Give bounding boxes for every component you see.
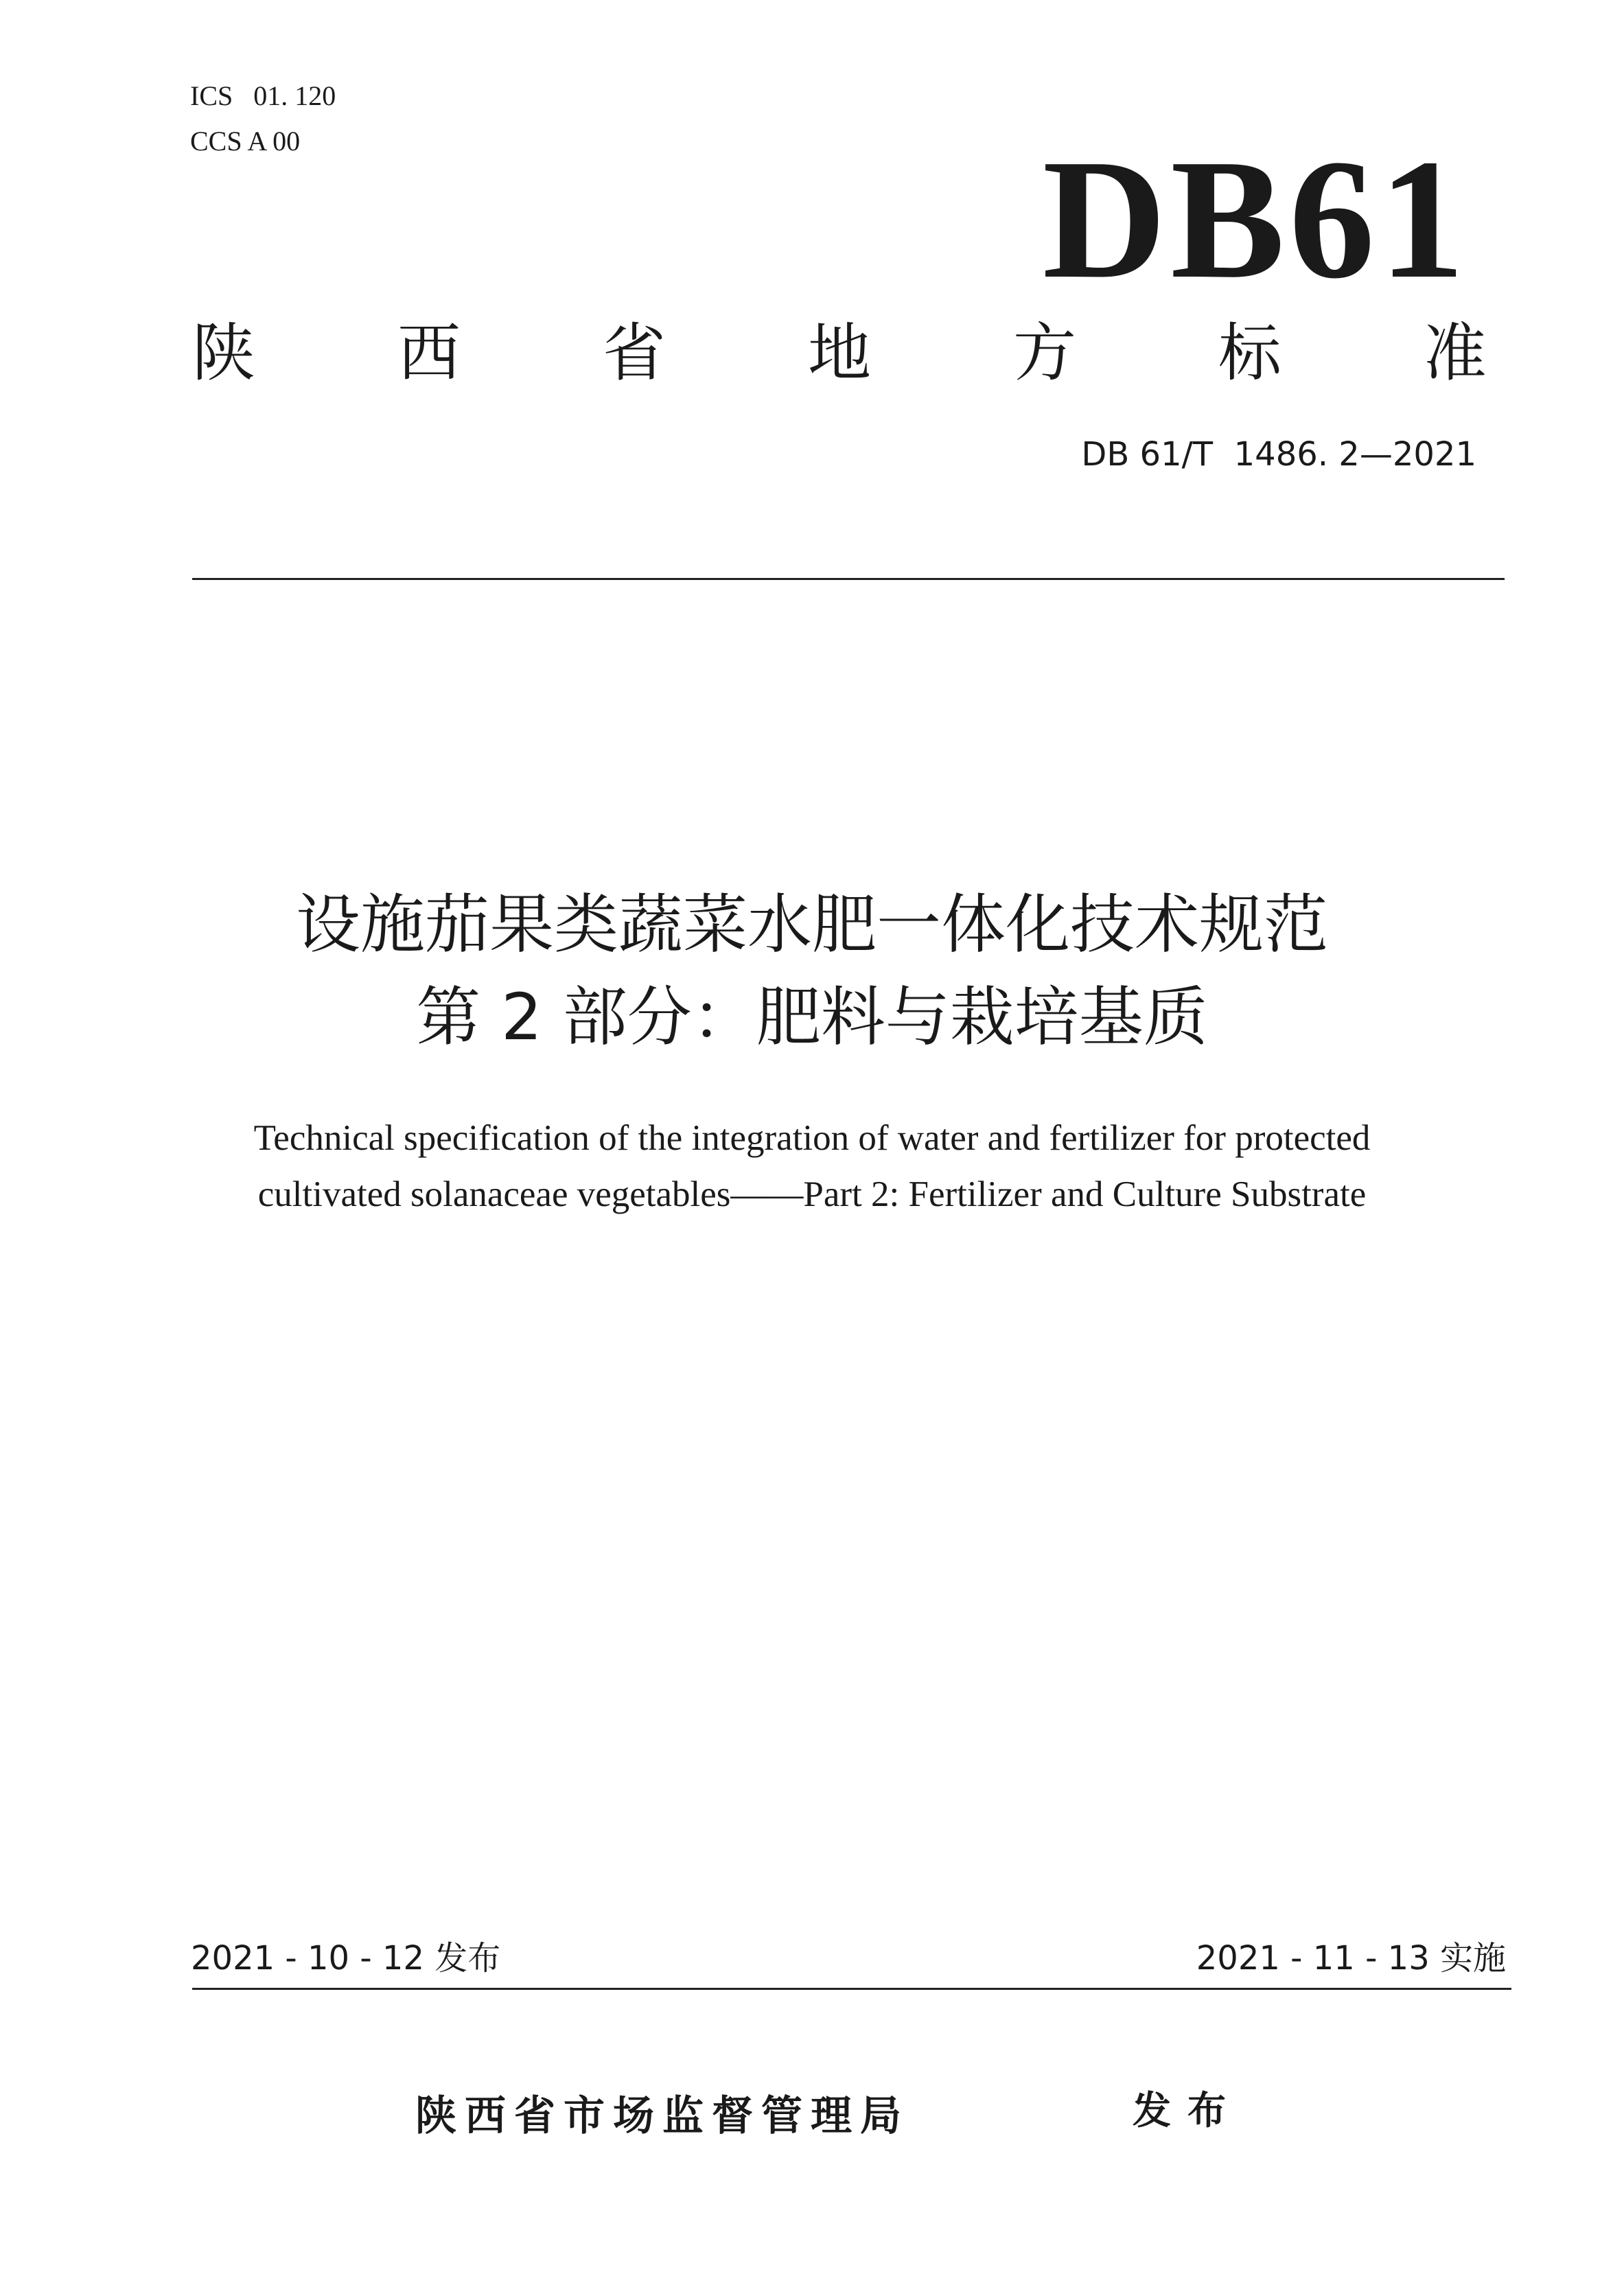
standard-logo: DB61 [1042,124,1469,314]
chinese-title-line-1: 设施茄果类蔬菜水肥一体化技术规范 [295,888,1328,962]
standard-type-char: 省 [602,316,666,390]
english-title-line-1: Technical specification of the integration of water and fertilizer for protected [253,1118,1371,1158]
ics-code: ICS 01. 120 [190,80,336,111]
ccs-code: CCS A 00 [190,126,301,156]
english-title-line-2: cultivated solanaceae vegetables——Part 2: Fertilizer and Culture Substrate [257,1174,1367,1214]
implementation-date: 2021 - 11 - 13 实施 [1196,1939,1506,1978]
header-divider [192,578,1505,580]
standard-type-heading [192,312,1487,395]
standard-type-char: 地 [807,316,871,390]
standard-type-char: 方 [1012,316,1076,390]
chinese-title-line-2: 第 2 部分：肥料与栽培基质 [416,980,1208,1055]
publish-label: 发布 [1133,2089,1242,2133]
issue-date: 2021 - 10 - 12 发布 [191,1939,501,1978]
standard-type-char: 西 [397,316,461,390]
publisher-name: 陕西省市场监督管理局 [415,2092,909,2140]
standard-type-char: 准 [1423,316,1487,390]
standard-number: DB 61/T 1486. 2—2021 [1081,435,1476,474]
standard-type-char: 标 [1218,316,1281,390]
footer-divider [192,1988,1511,1990]
standard-type-char: 陕 [192,316,256,390]
